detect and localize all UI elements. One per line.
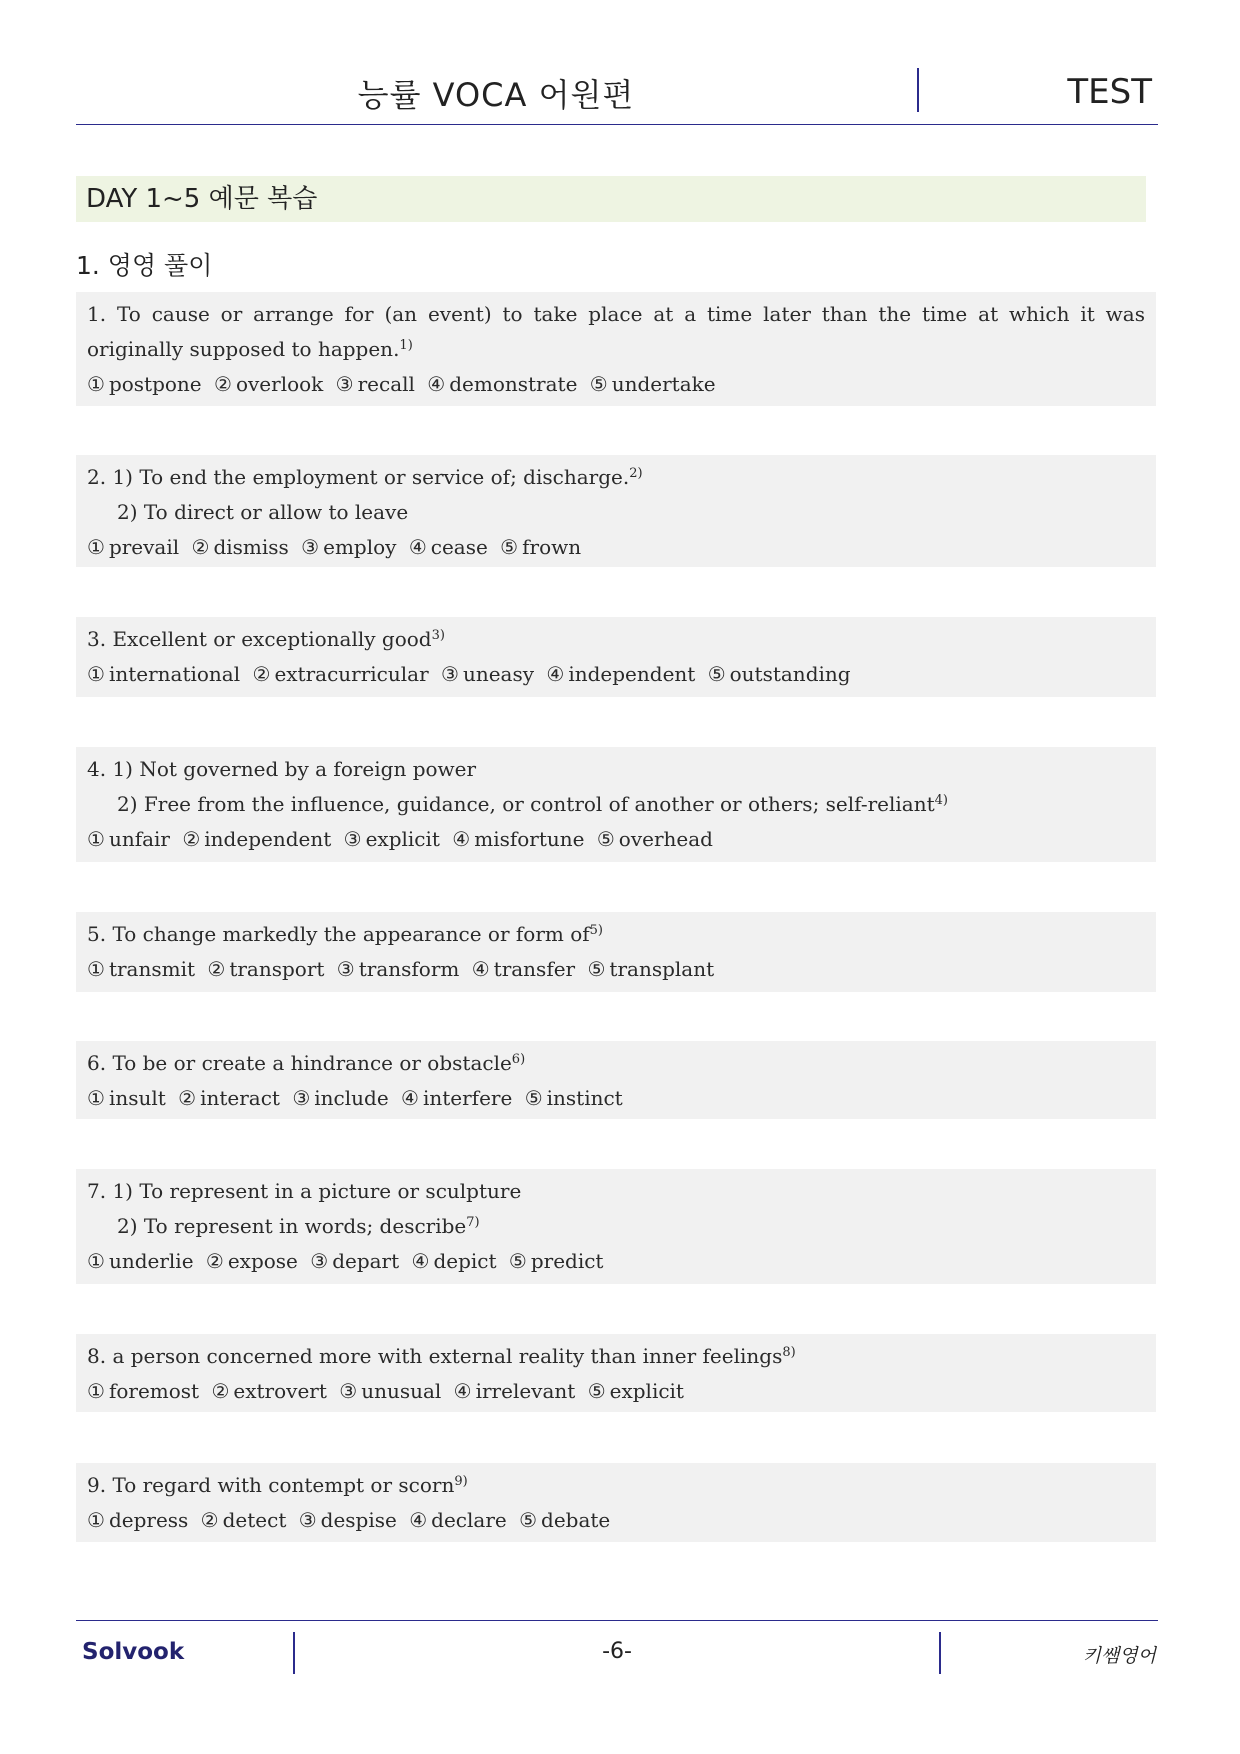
option-3[interactable]: ③ recall: [335, 372, 415, 396]
footer-brand: Solvook: [82, 1639, 185, 1665]
question-text: 2. 1) To end the employment or service of; discharge.$^{2)}$: [87, 465, 643, 489]
option-3[interactable]: ③ include: [292, 1086, 389, 1110]
header-title: 능률 VOCA 어원편: [357, 76, 635, 114]
option-5[interactable]: ⑤ transplant: [587, 957, 715, 981]
question-5: [76, 912, 1156, 992]
option-4[interactable]: ④ transfer: [471, 957, 576, 981]
question-text-cont: 2) Free from the influence, guidance, or control of another or others; self-reliant$^{4)}$: [117, 792, 948, 816]
question-7: [76, 1169, 1156, 1284]
answer-options: [87, 952, 1145, 987]
footer-author: 키쌤영어: [1082, 1645, 1156, 1667]
page-header: [76, 60, 1158, 125]
option-2[interactable]: ② overlook: [214, 372, 324, 396]
question-text: 8. a person concerned more with external reality than inner feelings$^{8)}$: [87, 1344, 796, 1368]
answer-options: [87, 530, 1145, 565]
option-4[interactable]: ④ independent: [546, 662, 696, 686]
header-divider: [917, 68, 919, 112]
option-3[interactable]: ③ depart: [310, 1249, 400, 1273]
option-3[interactable]: ③ transform: [336, 957, 460, 981]
question-text: 6. To be or create a hindrance or obstacle$^{6)}$: [87, 1051, 526, 1075]
option-4[interactable]: ④ cease: [408, 535, 488, 559]
option-4[interactable]: ④ declare: [409, 1508, 507, 1532]
answer-options: [87, 1503, 1145, 1538]
question-8: [76, 1334, 1156, 1412]
option-2[interactable]: ② detect: [200, 1508, 287, 1532]
page-footer: [76, 1620, 1158, 1681]
option-4[interactable]: ④ irrelevant: [453, 1379, 576, 1403]
option-2[interactable]: ② independent: [182, 827, 332, 851]
option-1[interactable]: ① depress: [87, 1508, 189, 1532]
answer-options: [87, 657, 1145, 692]
answer-options: [87, 1244, 1145, 1279]
footnote-marker: 9): [454, 1474, 468, 1489]
question-text: 3. Excellent or exceptionally good$^{3)}$: [87, 627, 445, 651]
option-5[interactable]: ⑤ predict: [508, 1249, 604, 1273]
footnote-marker: 4): [934, 793, 948, 808]
footnote-marker: 1): [399, 338, 413, 353]
answer-options: [87, 1081, 1145, 1116]
option-3[interactable]: ③ employ: [301, 535, 397, 559]
option-5[interactable]: ⑤ explicit: [587, 1379, 684, 1403]
option-1[interactable]: ① international: [87, 662, 241, 686]
option-2[interactable]: ② interact: [178, 1086, 280, 1110]
footnote-marker: 8): [782, 1345, 796, 1360]
footer-divider-right: [939, 1632, 941, 1674]
option-2[interactable]: ② dismiss: [191, 535, 289, 559]
question-text-cont: originally supposed to happen.$^{1)}$: [87, 337, 413, 361]
option-3[interactable]: ③ uneasy: [441, 662, 535, 686]
option-5[interactable]: ⑤ outstanding: [707, 662, 851, 686]
question-text: 7. 1) To represent in a picture or sculpture: [87, 1179, 522, 1203]
option-1[interactable]: ① postpone: [87, 372, 202, 396]
option-2[interactable]: ② extrovert: [211, 1379, 327, 1403]
question-4: [76, 747, 1156, 862]
question-9: [76, 1463, 1156, 1542]
footnote-marker: 7): [466, 1215, 480, 1230]
option-1[interactable]: ① insult: [87, 1086, 166, 1110]
option-1[interactable]: ① prevail: [87, 535, 180, 559]
option-2[interactable]: ② transport: [207, 957, 325, 981]
question-2: [76, 455, 1156, 567]
section-title: DAY 1~5 예문 복습: [76, 176, 1146, 222]
option-2[interactable]: ② expose: [205, 1249, 298, 1273]
option-5[interactable]: ⑤ instinct: [524, 1086, 623, 1110]
option-5[interactable]: ⑤ undertake: [589, 372, 716, 396]
answer-options: [87, 822, 1145, 857]
option-5[interactable]: ⑤ debate: [519, 1508, 611, 1532]
option-1[interactable]: ① underlie: [87, 1249, 194, 1273]
question-text: 9. To regard with contempt or scorn$^{9)}$: [87, 1473, 468, 1497]
question-1: [76, 292, 1156, 406]
question-text: 1. To cause or arrange for (an event) to take place at a time later than the time at which it was: [87, 302, 1145, 326]
option-4[interactable]: ④ misfortune: [452, 827, 585, 851]
option-4[interactable]: ④ interfere: [401, 1086, 513, 1110]
footnote-marker: 6): [511, 1052, 526, 1067]
question-3: [76, 617, 1156, 697]
question-text-cont: 2) To represent in words; describe$^{7)}$: [117, 1214, 480, 1238]
option-3[interactable]: ③ unusual: [339, 1379, 442, 1403]
footnote-marker: 2): [629, 466, 643, 481]
question-text-cont: 2) To direct or allow to leave: [117, 500, 409, 524]
option-1[interactable]: ① foremost: [87, 1379, 200, 1403]
option-5[interactable]: ⑤ frown: [500, 535, 582, 559]
header-test-label: TEST: [1067, 72, 1152, 112]
option-3[interactable]: ③ explicit: [343, 827, 440, 851]
page-number: -6-: [602, 1639, 632, 1664]
question-6: [76, 1041, 1156, 1119]
option-4[interactable]: ④ depict: [411, 1249, 497, 1273]
option-3[interactable]: ③ despise: [298, 1508, 397, 1532]
answer-options: [87, 367, 1145, 402]
subsection-title: 1. 영영 풀이: [76, 251, 213, 280]
footnote-marker: 3): [431, 628, 445, 643]
option-5[interactable]: ⑤ overhead: [596, 827, 713, 851]
question-text: 5. To change markedly the appearance or form $of^{5)}$: [87, 922, 603, 946]
question-text: 4. 1) Not governed by a foreign power: [87, 757, 477, 781]
option-1[interactable]: ① transmit: [87, 957, 196, 981]
footnote-marker: 5): [589, 923, 603, 938]
answer-options: [87, 1374, 1145, 1409]
option-1[interactable]: ① unfair: [87, 827, 170, 851]
option-4[interactable]: ④ demonstrate: [427, 372, 578, 396]
option-2[interactable]: ② extracurricular: [252, 662, 429, 686]
